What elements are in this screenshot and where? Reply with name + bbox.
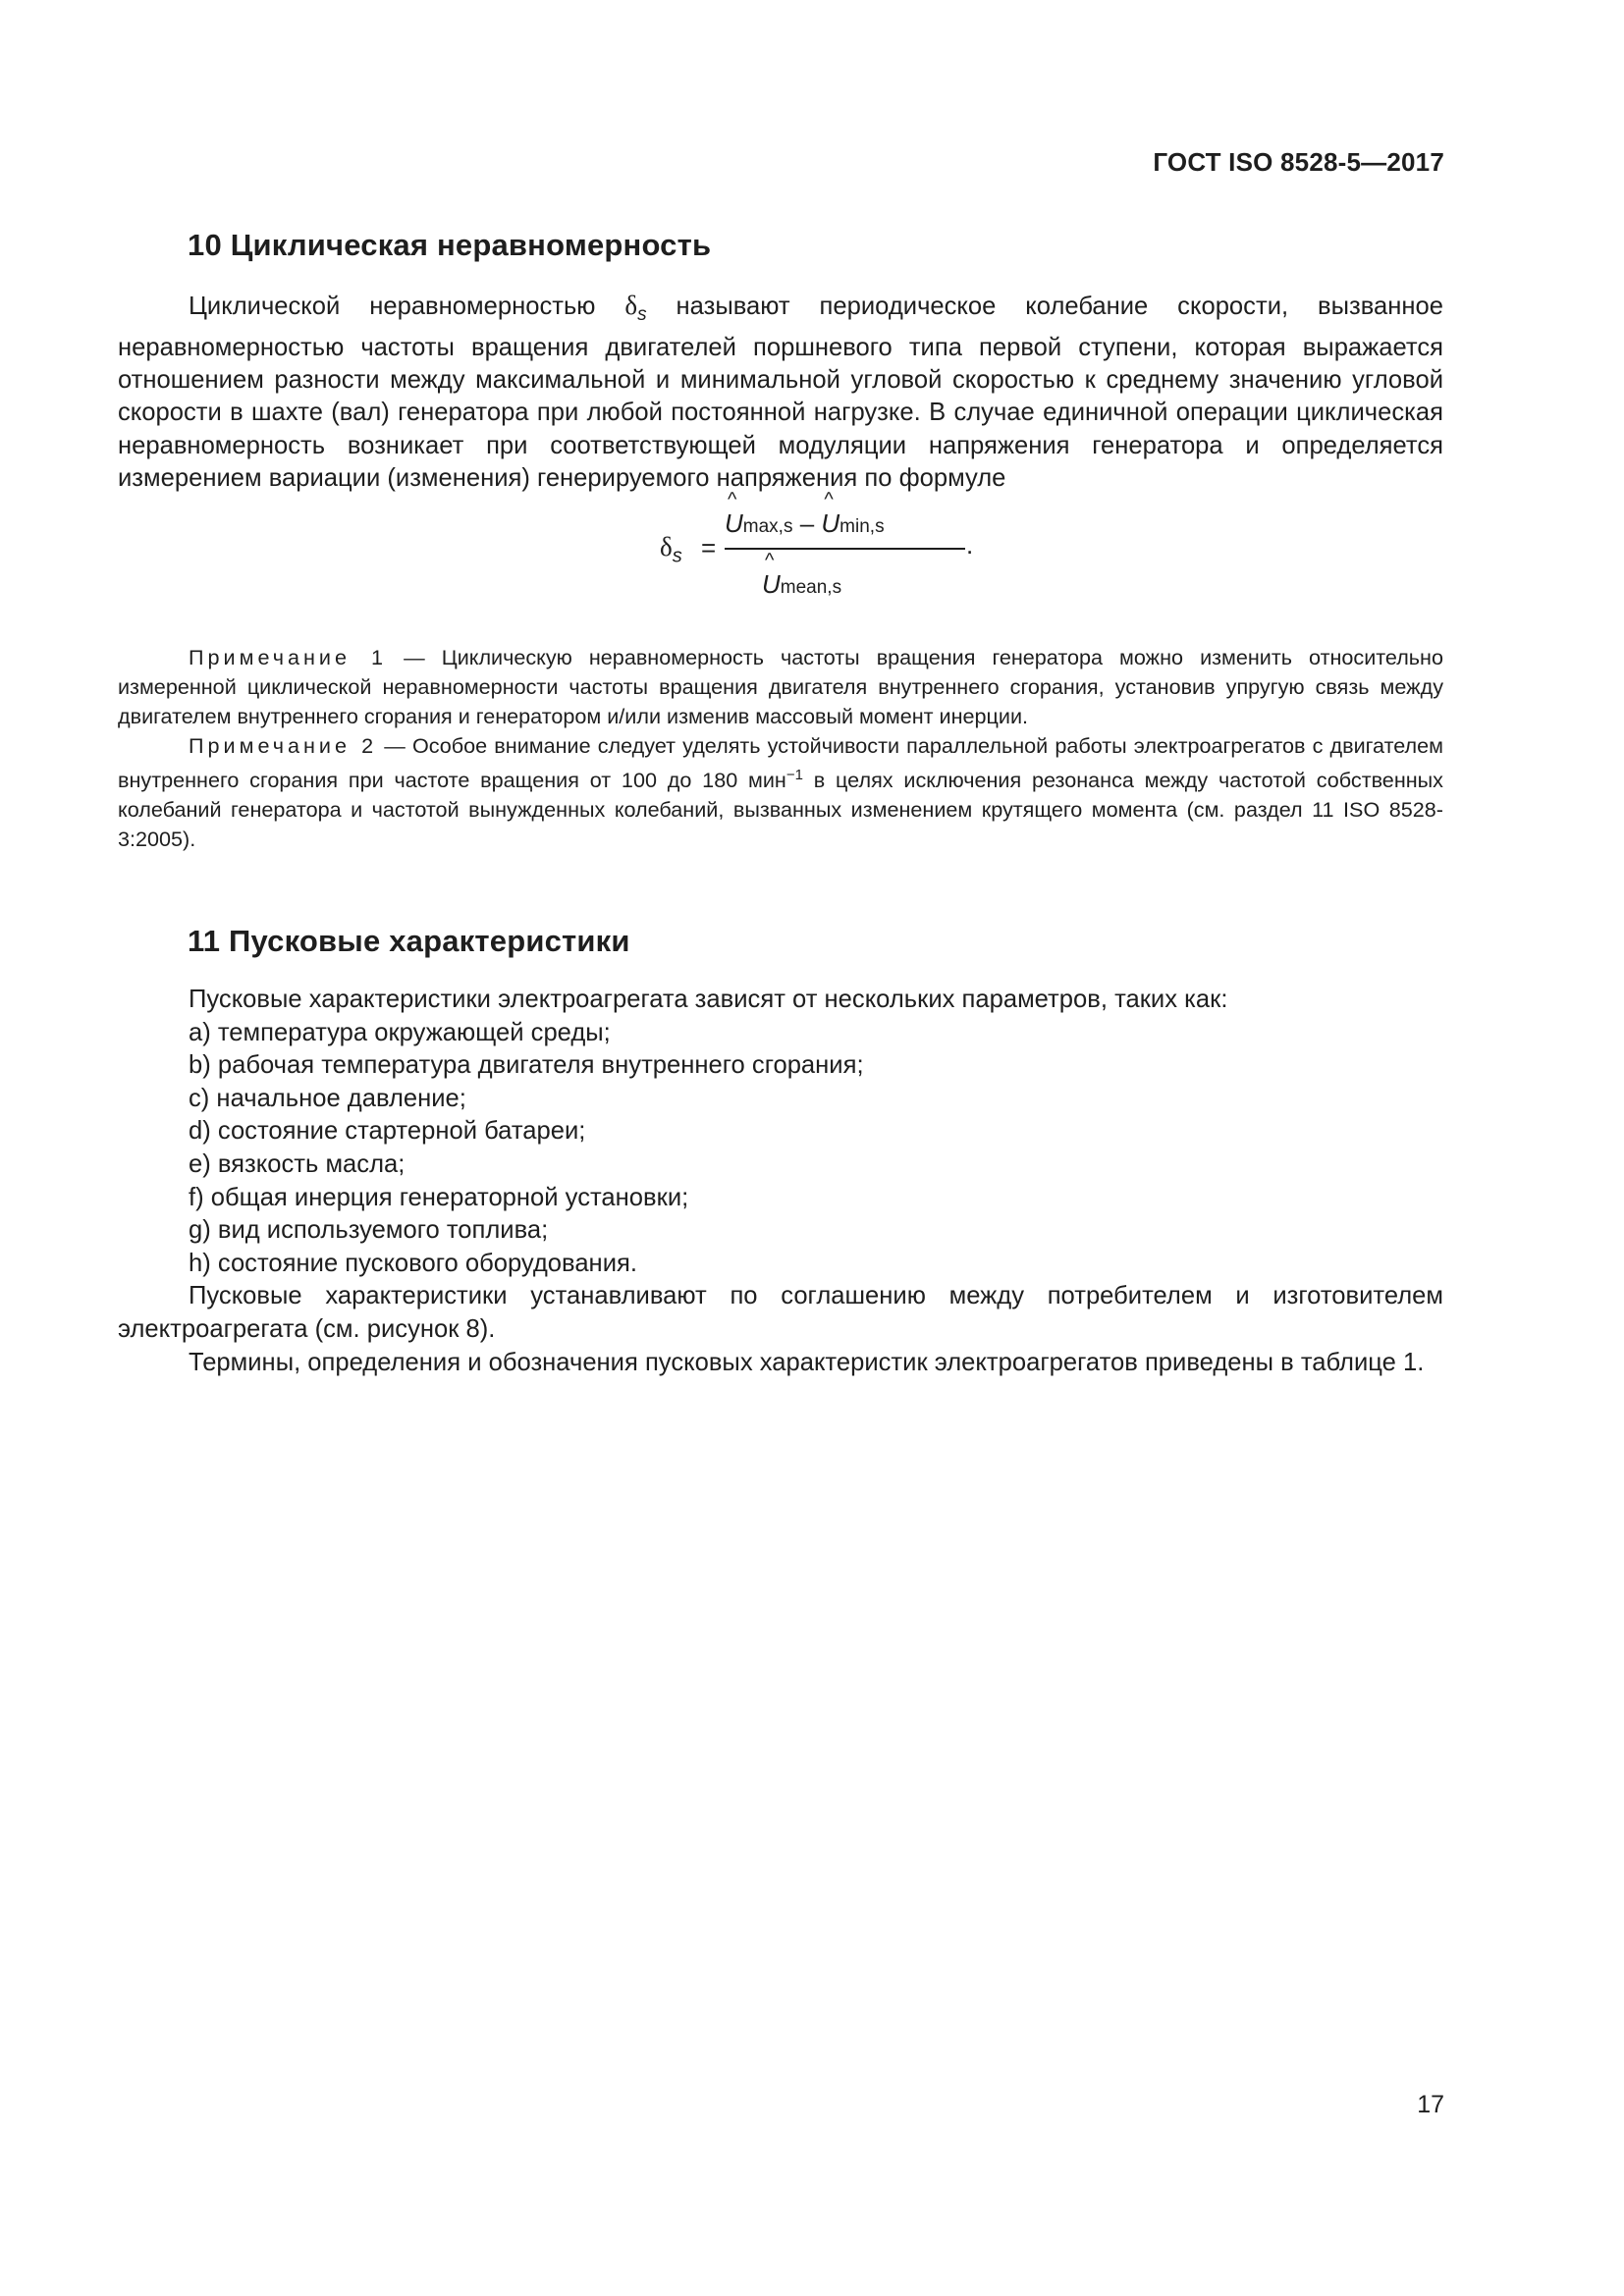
section-10-paragraph: Циклической неравномерностью $\delta_s$ называют периодическое колебание скорости, вызванное неравномерностью частоты вращения двигателей поршневого типа первой ступени, которая выражается отношением разности между максимальной и минимальной угловой скоростью к среднему значению угловой скорости в шахте (вал) генератора при любой постоянной нагрузке. В случае единичной операции циклическая неравномерность возникает при соответствующей модуляции напряжения генератора и определяется измерением вариации (изменения) генерируемого напряжения по формуле xyxy=(118,291,1443,493)
formula-lhs: $\delta_s$ xyxy=(660,532,682,567)
page-number: 17 xyxy=(1417,2091,1444,2118)
formula-numerator: ^ Umax,s – ^ Umin,s xyxy=(725,508,885,539)
section-11-paragraph-3: Термины, определения и обозначения пусковых характеристик электроагрегатов приведены в таблице 1. xyxy=(189,1348,1425,1376)
list-item: а) температура окружающей среды; xyxy=(189,1018,611,1046)
list-item: с) начальное давление; xyxy=(189,1084,466,1112)
list-item: е) вязкость масла; xyxy=(189,1149,406,1178)
list-item: b) рабочая температура двигателя внутреннего сгорания; xyxy=(189,1051,864,1080)
section-11-paragraph-2: Пусковые характеристики устанавливают по соглашению между потребителем и изготовителем электроагрегата (см. рисунок 8). xyxy=(118,1282,1443,1343)
fraction-bar xyxy=(725,548,965,550)
section-11-body xyxy=(118,984,1443,1379)
section-10-title: 10 Циклическая неравномерность xyxy=(188,228,712,262)
document-code: ГОСТ ISO 8528-5—2017 xyxy=(1153,147,1444,177)
section-11-intro: Пусковые характеристики электроагрегата зависят от нескольких параметров, таких как: xyxy=(189,986,1228,1013)
formula-equals: = xyxy=(701,533,717,562)
list-item: d) состояние стартерной батареи; xyxy=(189,1117,586,1146)
section-10-notes xyxy=(118,643,1443,854)
formula-denominator: ^ Umean,s xyxy=(762,569,841,600)
cyclic-irregularity-formula: $\delta_s$ = ^ Umax,s – ^ Umin,s . ^ Umean,s xyxy=(660,501,954,614)
delta-symbol: δ xyxy=(624,291,638,320)
list-item: h) состояние пускового оборудования. xyxy=(189,1249,637,1277)
section-11-title: 11 Пусковые характеристики xyxy=(188,924,630,958)
list-item: f) общая инерция генераторной установки; xyxy=(189,1183,689,1211)
note-2: Примечание 2 — Особое внимание следует уделять устойчивости параллельной работы электроагрегатов с двигателем внутреннего сгорания при частоте вращения от 100 до 180 мин$^{-1}$ в целях исключения резонанса между частотой собственных колебаний генератора и частотой вынужденных колебаний, вызванных изменением крутящего момента (см. раздел 11 ISO 8528-3:2005). xyxy=(118,733,1443,852)
list-item: g) вид используемого топлива; xyxy=(189,1216,549,1245)
note-1: Примечание 1 — Циклическую неравномерность частоты вращения генератора можно изменить относительно измеренной циклической неравномерности частоты вращения двигателя внутреннего сгорания, установив упругую связь между двигателем внутреннего сгорания и генератором и/или изменив массовый момент инерции. xyxy=(118,645,1443,728)
